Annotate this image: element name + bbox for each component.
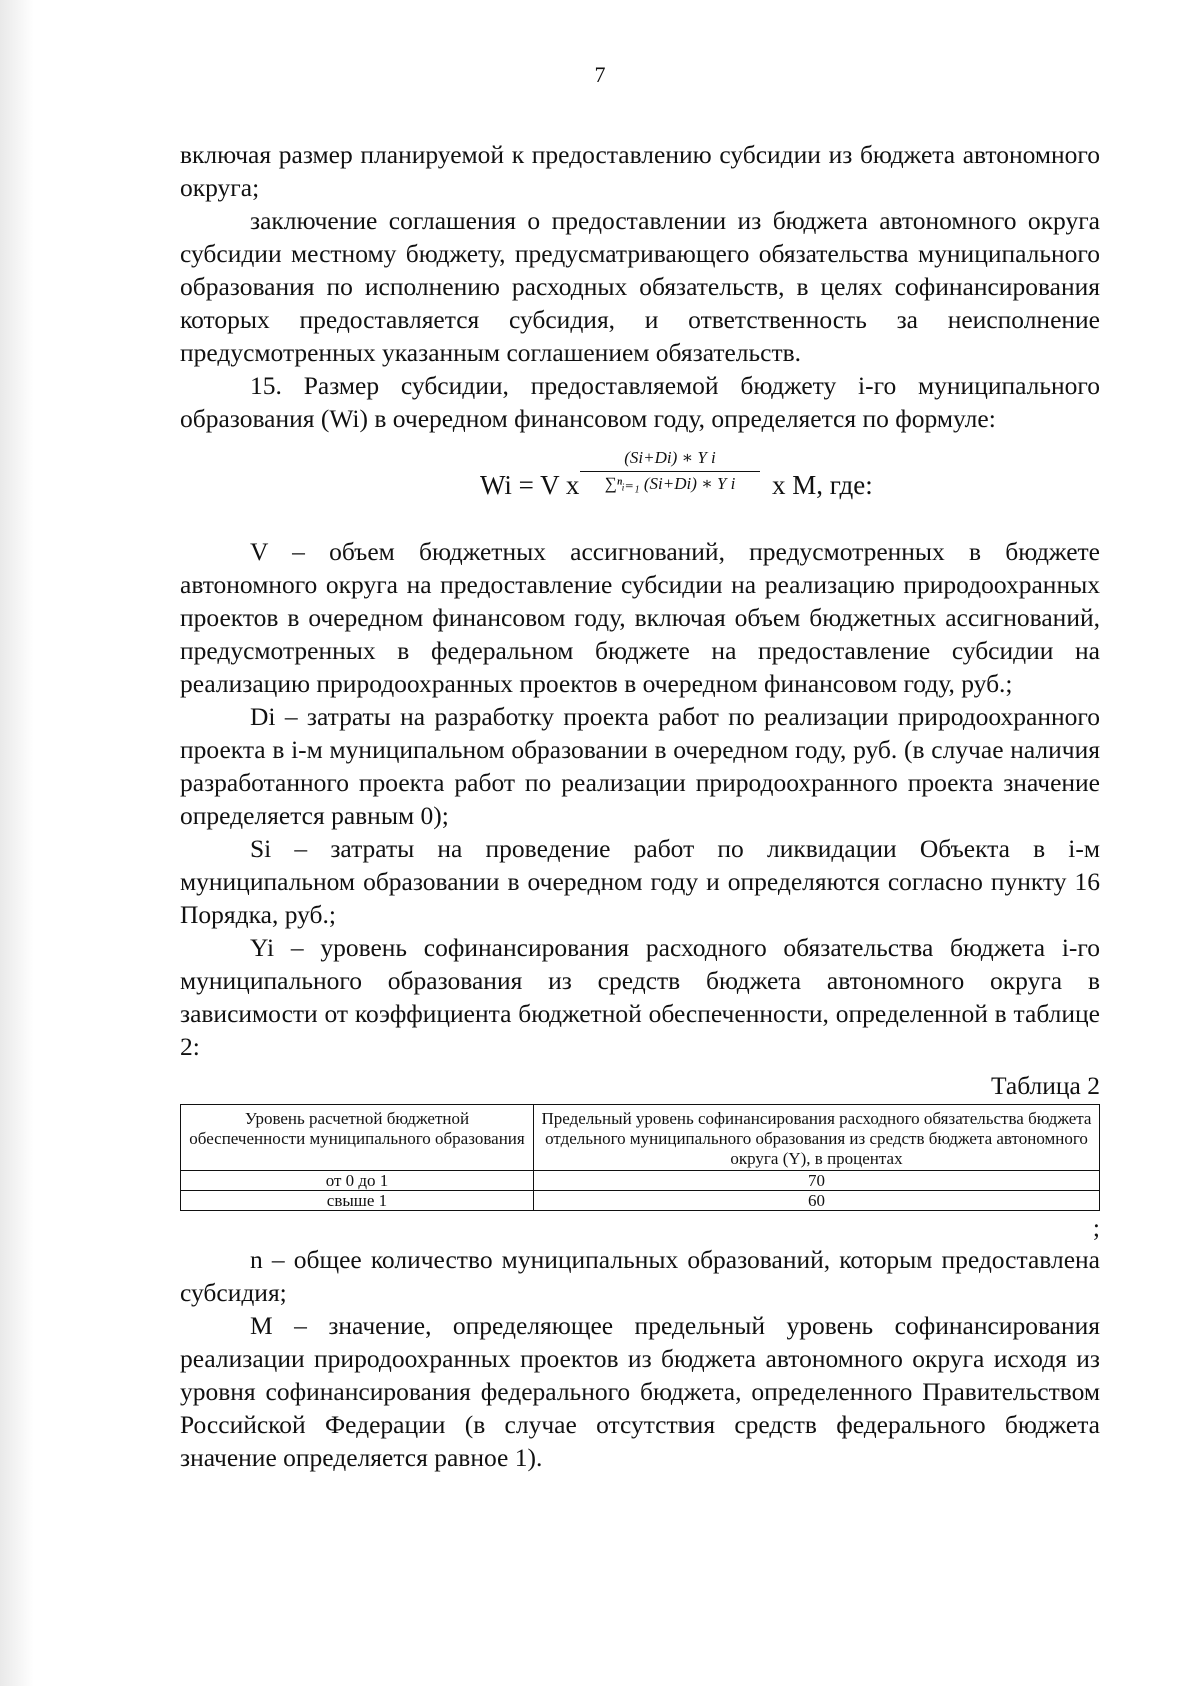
paragraph-di-definition: Di – затраты на разработку проекта работ по реализации природоохранного проекта в i-м муниципальном образовании в очередном году, руб. (в случае наличия разработанного проекта работ по реализации природоохранного проекта значение определяется равным 0); bbox=[180, 702, 1100, 830]
formula-fraction bbox=[580, 445, 760, 498]
paragraph-n-definition: n – общее количество муниципальных образований, которым предоставлена субсидия; bbox=[180, 1245, 1100, 1307]
page-number: 7 bbox=[594, 62, 606, 87]
formula-left: Wi = V x bbox=[480, 470, 580, 500]
table-row bbox=[181, 1171, 1100, 1191]
table-cell-level: свыше 1 bbox=[181, 1191, 534, 1211]
table-header-level: Уровень расчетной бюджетной обеспеченности муниципального образования bbox=[181, 1105, 534, 1171]
paragraph-continuation: включая размер планируемой к предоставлению субсидии из бюджета автономного округа; bbox=[180, 140, 1100, 202]
formula-numerator: (Si+Di) ∗ Y i bbox=[624, 448, 716, 467]
paragraph-m-definition: M – значение, определяющее предельный уровень софинансирования реализации природоохранных проектов из бюджета автономного округа исходя из уровня софинансирования федерального бюджета, определенного Правительством Российской Федерации (в случае отсутствия средств федерального бюджета значение определяется равное 1). bbox=[180, 1311, 1100, 1472]
table-caption: Таблица 2 bbox=[990, 1071, 1100, 1100]
table-cell-limit: 70 bbox=[534, 1171, 1100, 1191]
table-row bbox=[181, 1191, 1100, 1211]
paragraph-si-definition: Si – затраты на проведение работ по ликвидации Объекта в i-м муниципальном образовании в очередном году и определяются согласно пункту 16 Порядка, руб.; bbox=[180, 834, 1100, 929]
paragraph-point-15: 15. Размер субсидии, предоставляемой бюджету i-го муниципального образования (Wi) в очередном финансовом году, определяется по формуле: bbox=[180, 371, 1100, 433]
document-body bbox=[180, 138, 1100, 1474]
paragraph-v-definition: V – объем бюджетных ассигнований, предусмотренных в бюджете автономного округа на предоставление субсидии на реализацию природоохранных проектов в очередном финансовом году, включая объем бюджетных ассигнований, предусмотренных в федеральном бюджете на предоставление субсидии на реализацию природоохранных проектов в очередном финансовом году, руб.; bbox=[180, 537, 1100, 698]
table-semicolon: ; bbox=[1092, 1213, 1100, 1242]
formula-right: x M, где: bbox=[772, 470, 873, 500]
table-header-row bbox=[181, 1105, 1100, 1171]
scan-edge-shadow bbox=[0, 0, 34, 1686]
table-cell-limit: 60 bbox=[534, 1191, 1100, 1211]
paragraph-agreement: заключение соглашения о предоставлении из бюджета автономного округа субсидии местному бюджету, предусматривающего обязательства муниципального образования по исполнению расходных обязательств, в целях софинансирования которых предоставляется субсидия, и ответственность за неисполнение предусмотренных указанным соглашением обязательств. bbox=[180, 206, 1100, 367]
subsidy-formula bbox=[180, 435, 1100, 535]
cofinancing-table bbox=[180, 1104, 1100, 1211]
paragraph-yi-definition: Yi – уровень софинансирования расходного обязательства бюджета i-го муниципального образования из средств бюджета автономного округа в зависимости от коэффициента бюджетной обеспеченности, определенной в таблице 2: bbox=[180, 933, 1100, 1061]
formula-denominator: ∑ⁿᵢ₌₁ (Si+Di) ∗ Y i bbox=[604, 474, 736, 493]
table-header-limit: Предельный уровень софинансирования расходного обязательства бюджета отдельного муниципального образования из средств бюджета автономного округа (Y), в процентах bbox=[534, 1105, 1100, 1171]
table-cell-level: от 0 до 1 bbox=[181, 1171, 534, 1191]
